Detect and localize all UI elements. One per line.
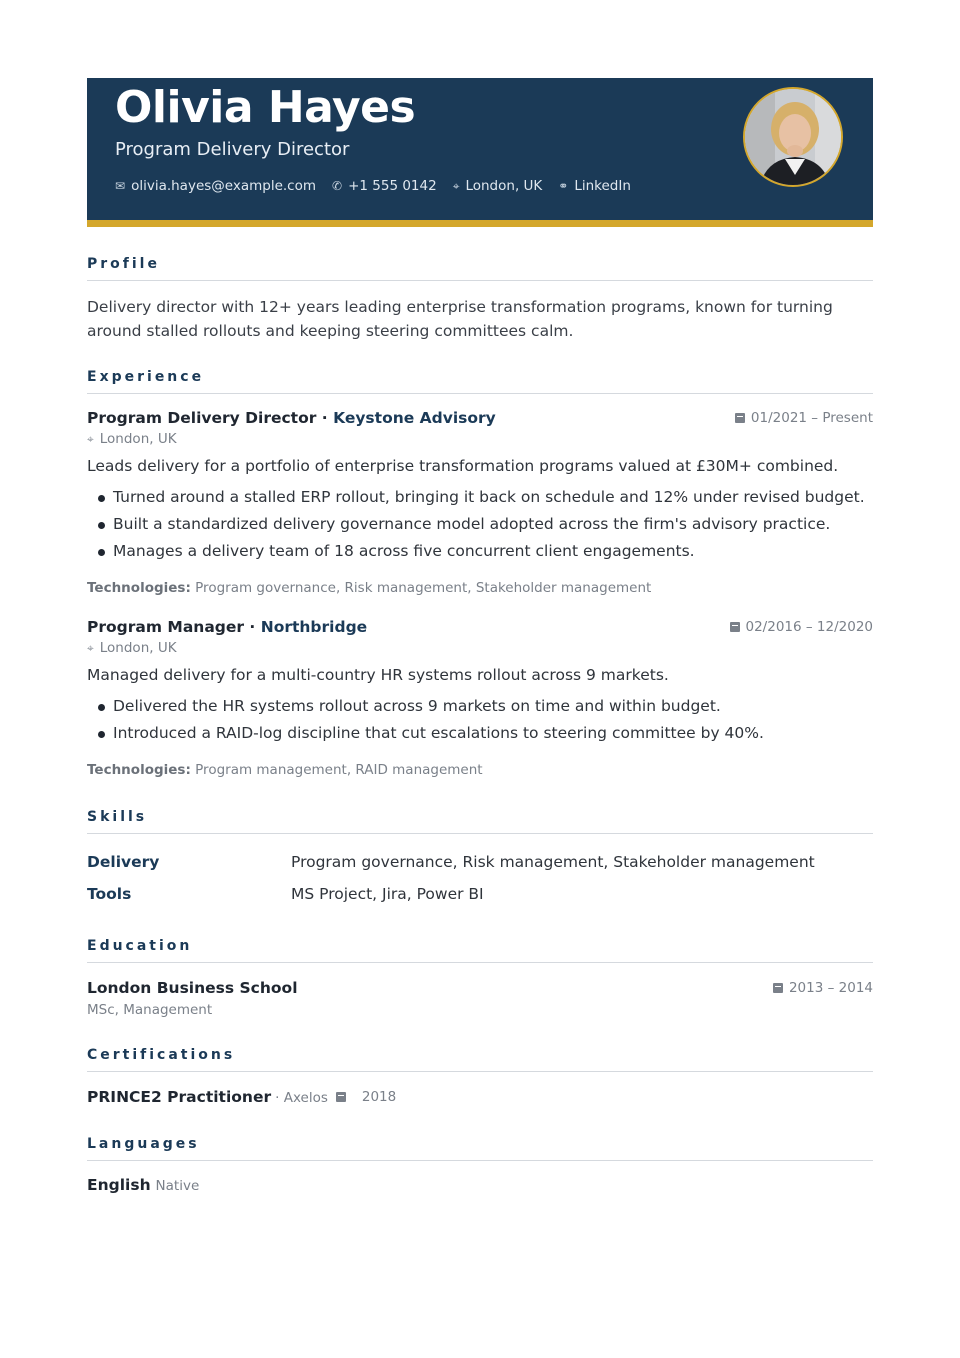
education-heading: Education — [87, 938, 193, 954]
contact-list — [115, 178, 631, 194]
profile-text: Delivery director with 12+ years leading enterprise transformation programs, known for turning around stalled rollouts and keeping steering committees calm. — [87, 298, 833, 340]
contact-location-text: London, UK — [465, 178, 543, 194]
language-level: Native — [155, 1178, 200, 1194]
language-entry — [87, 1176, 873, 1194]
job-bullet: Manages a delivery team of 18 across five concurrent client engagements. — [98, 538, 873, 565]
job-bullet: Turned around a stalled ERP rollout, bringing it back on schedule and 12% under revised budget. — [98, 484, 873, 511]
job-location-text: London, UK — [99, 640, 177, 656]
header-accent-bar — [87, 220, 873, 227]
job-dates-text: 02/2016 – 12/2020 — [745, 619, 873, 635]
location-pin-icon: ⌖ — [452, 178, 460, 193]
calendar-icon — [336, 1092, 346, 1102]
education-entry — [87, 979, 873, 1018]
skill-row — [87, 846, 873, 878]
phone-icon: ✆ — [332, 179, 343, 193]
job-bullet: Built a standardized delivery governance model adopted across the firm's advisory practice. — [98, 511, 873, 538]
profile-section — [87, 256, 873, 343]
job-entry — [87, 409, 873, 596]
job-summary: Leads delivery for a portfolio of enterprise transformation programs valued at £30M+ combined. — [87, 457, 839, 475]
job-company: Keystone Advisory — [333, 409, 496, 427]
contact-phone-text: +1 555 0142 — [348, 178, 437, 194]
job-summary: Managed delivery for a multi-country HR systems rollout across 9 markets. — [87, 666, 669, 684]
contact-linkedin-text: LinkedIn — [574, 178, 631, 194]
technologies-label: Technologies: — [87, 762, 191, 778]
mail-icon: ✉ — [115, 179, 126, 193]
certification-entry — [87, 1088, 873, 1106]
education-dates — [773, 980, 873, 996]
skills-table — [87, 846, 873, 910]
education-school: London Business School — [87, 979, 298, 997]
technologies-value: Program management, RAID management — [195, 762, 483, 778]
calendar-icon — [730, 622, 740, 632]
job-dates — [730, 619, 874, 635]
section-divider — [87, 393, 873, 394]
languages-heading: Languages — [87, 1136, 200, 1152]
job-location — [87, 640, 873, 656]
job-location-text: London, UK — [99, 431, 177, 447]
job-role: Program Delivery Director — [87, 409, 317, 427]
job-dates — [735, 410, 873, 426]
experience-heading: Experience — [87, 369, 205, 385]
certifications-section — [87, 1047, 873, 1106]
experience-section — [87, 369, 873, 394]
technologies-label: Technologies: — [87, 580, 191, 596]
skill-category: Delivery — [87, 853, 160, 871]
skills-heading: Skills — [87, 809, 148, 825]
certification-year-text: 2018 — [361, 1089, 397, 1105]
candidate-title: Program Delivery Director — [115, 139, 350, 160]
education-degree: MSc, Management — [87, 1002, 213, 1018]
skill-row — [87, 878, 873, 910]
profile-heading: Profile — [87, 256, 160, 272]
certification-year — [336, 1089, 396, 1105]
section-divider — [87, 1071, 873, 1072]
job-bullets — [98, 693, 873, 747]
education-dates-text: 2013 – 2014 — [788, 980, 873, 996]
education-section — [87, 938, 873, 1018]
candidate-name: Olivia Hayes — [115, 82, 416, 133]
resume-header — [87, 78, 873, 220]
skill-items: MS Project, Jira, Power BI — [291, 885, 484, 903]
job-role: Program Manager — [87, 618, 245, 636]
contact-location — [453, 178, 543, 194]
portrait-image — [745, 89, 843, 187]
languages-section — [87, 1136, 873, 1194]
section-divider — [87, 962, 873, 963]
job-bullets — [98, 484, 873, 565]
calendar-icon — [735, 413, 745, 423]
job-separator: · — [316, 409, 334, 427]
job-location — [87, 431, 873, 447]
technologies-value: Program governance, Risk management, Stakeholder management — [195, 580, 652, 596]
job-entry — [87, 618, 873, 778]
job-technologies — [87, 580, 873, 596]
location-pin-icon: ⌖ — [87, 431, 94, 446]
section-divider — [87, 280, 873, 281]
skills-section — [87, 809, 873, 910]
job-separator: · — [244, 618, 261, 636]
contact-phone[interactable] — [332, 178, 437, 194]
contact-email-text: olivia.hayes@example.com — [131, 178, 317, 194]
certifications-heading: Certifications — [87, 1047, 236, 1063]
calendar-icon — [773, 983, 783, 993]
certification-issuer: · Axelos — [275, 1090, 328, 1106]
profile-photo — [743, 87, 843, 187]
certification-name: PRINCE2 Practitioner — [87, 1088, 272, 1106]
job-bullet: Introduced a RAID-log discipline that cut escalations to steering committee by 40%. — [98, 720, 873, 747]
job-company: Northbridge — [260, 618, 368, 636]
job-technologies — [87, 762, 873, 778]
skill-category: Tools — [87, 885, 132, 903]
section-divider — [87, 833, 873, 834]
language-name: English — [87, 1176, 151, 1194]
section-divider — [87, 1160, 873, 1161]
location-pin-icon: ⌖ — [87, 640, 94, 655]
link-icon: ⚭ — [558, 179, 569, 193]
contact-email[interactable] — [115, 178, 316, 194]
job-bullet: Delivered the HR systems rollout across 9 markets on time and within budget. — [98, 693, 873, 720]
skill-items: Program governance, Risk management, Stakeholder management — [291, 853, 815, 871]
resume-page — [87, 78, 873, 1194]
contact-linkedin[interactable] — [558, 178, 631, 194]
job-dates-text: 01/2021 – Present — [750, 410, 873, 426]
